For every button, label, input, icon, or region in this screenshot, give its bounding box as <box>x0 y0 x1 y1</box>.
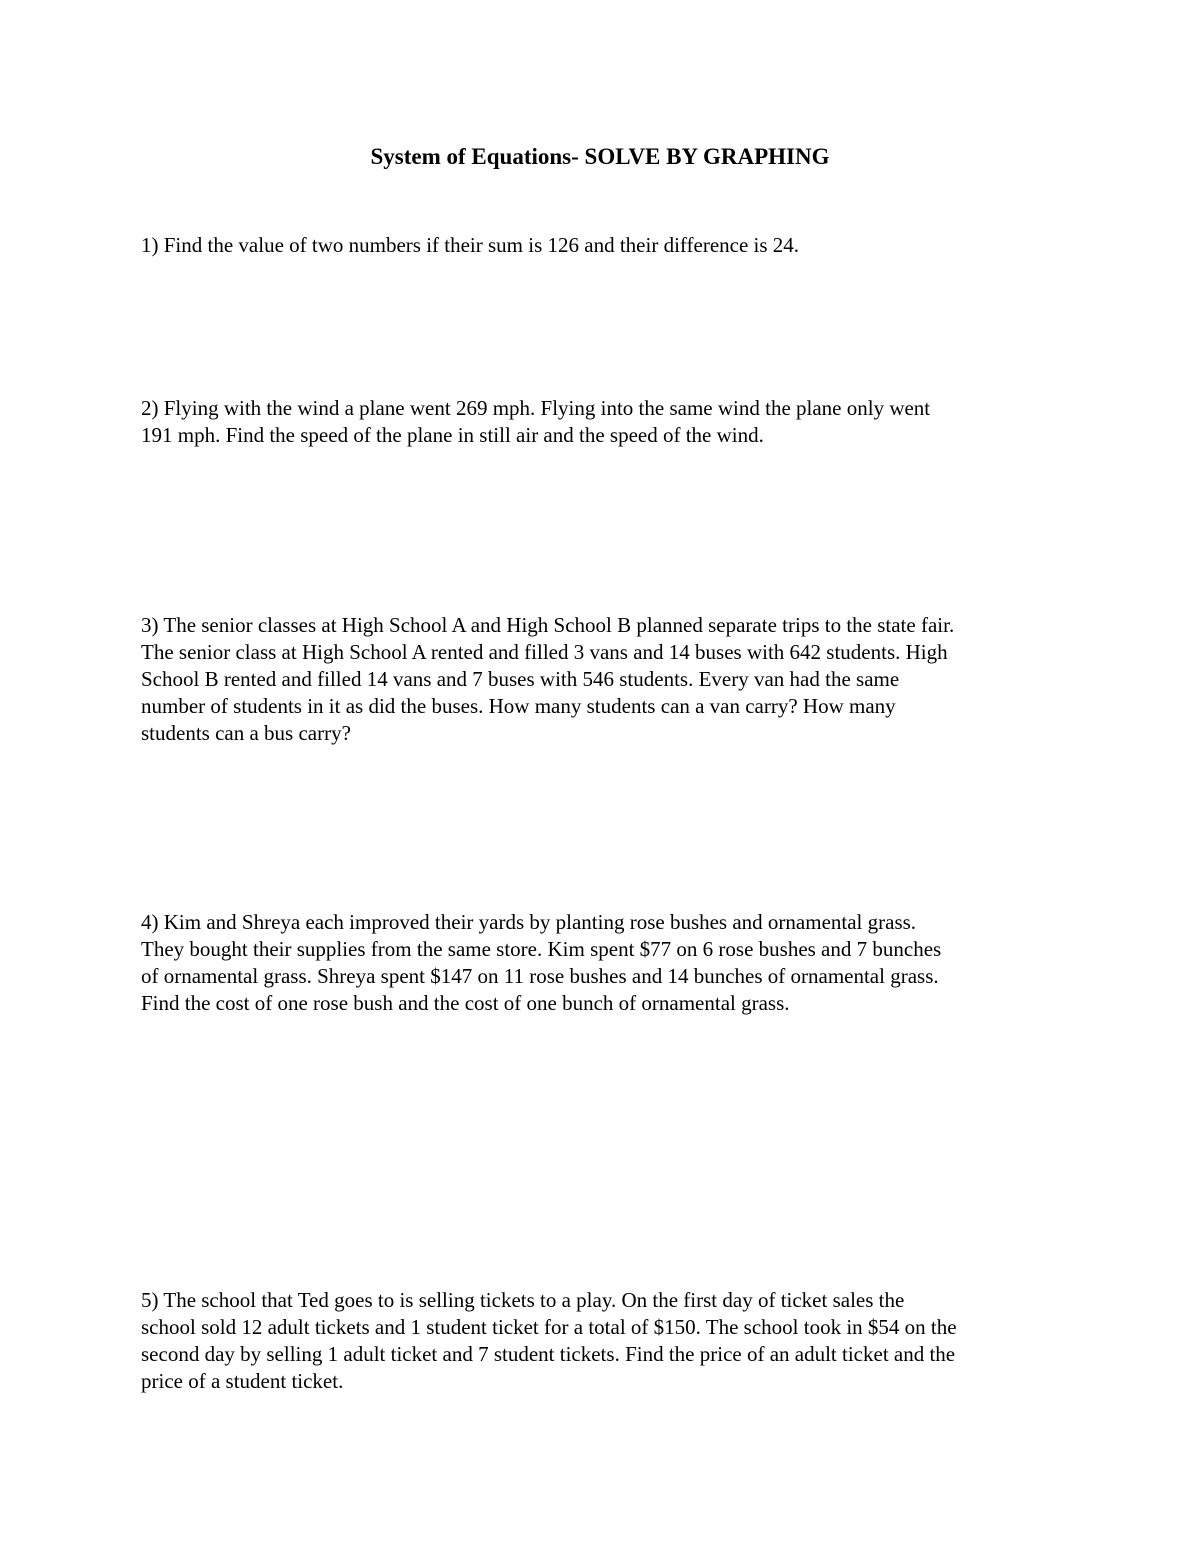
problem-5-text: 5) The school that Ted goes to is selling tickets to a play. On the first day of ticket sales the school sold 12 adult tickets and 1 student ticket for a total of $150. The school took in $54 on the second day by selling 1 adult ticket and 7 student tickets. Find the price of an adult ticket and the price of a student ticket. <box>141 1288 957 1393</box>
problem-2-text: 2) Flying with the wind a plane went 269 mph. Flying into the same wind the plane only went 191 mph. Find the speed of the plane in still air and the speed of the wind. <box>141 396 931 447</box>
problem-1-text: 1) Find the value of two numbers if their sum is 126 and their difference is 24. <box>141 233 800 257</box>
problem-4-text: 4) Kim and Shreya each improved their yards by planting rose bushes and ornamental grass. They bought their supplies from the same store. Kim spent $77 on 6 rose bushes and 7 bunches of ornamental grass. Shreya spent $147 on 11 rose bushes and 14 bunches of ornamental grass. Find the cost of one rose bush and the cost of one bunch of ornamental grass. <box>141 910 942 1015</box>
problem-3-text: 3) The senior classes at High School A and High School B planned separate trips to the state fair. The senior class at High School A rented and filled 3 vans and 14 buses with 642 students. High School B rented and filled 14 vans and 7 buses with 546 students. Every van had the same number of students in it as did the buses. How many students can a van carry? How many students can a bus carry? <box>141 613 955 745</box>
page-title: System of Equations- SOLVE BY GRAPHING <box>370 144 830 169</box>
